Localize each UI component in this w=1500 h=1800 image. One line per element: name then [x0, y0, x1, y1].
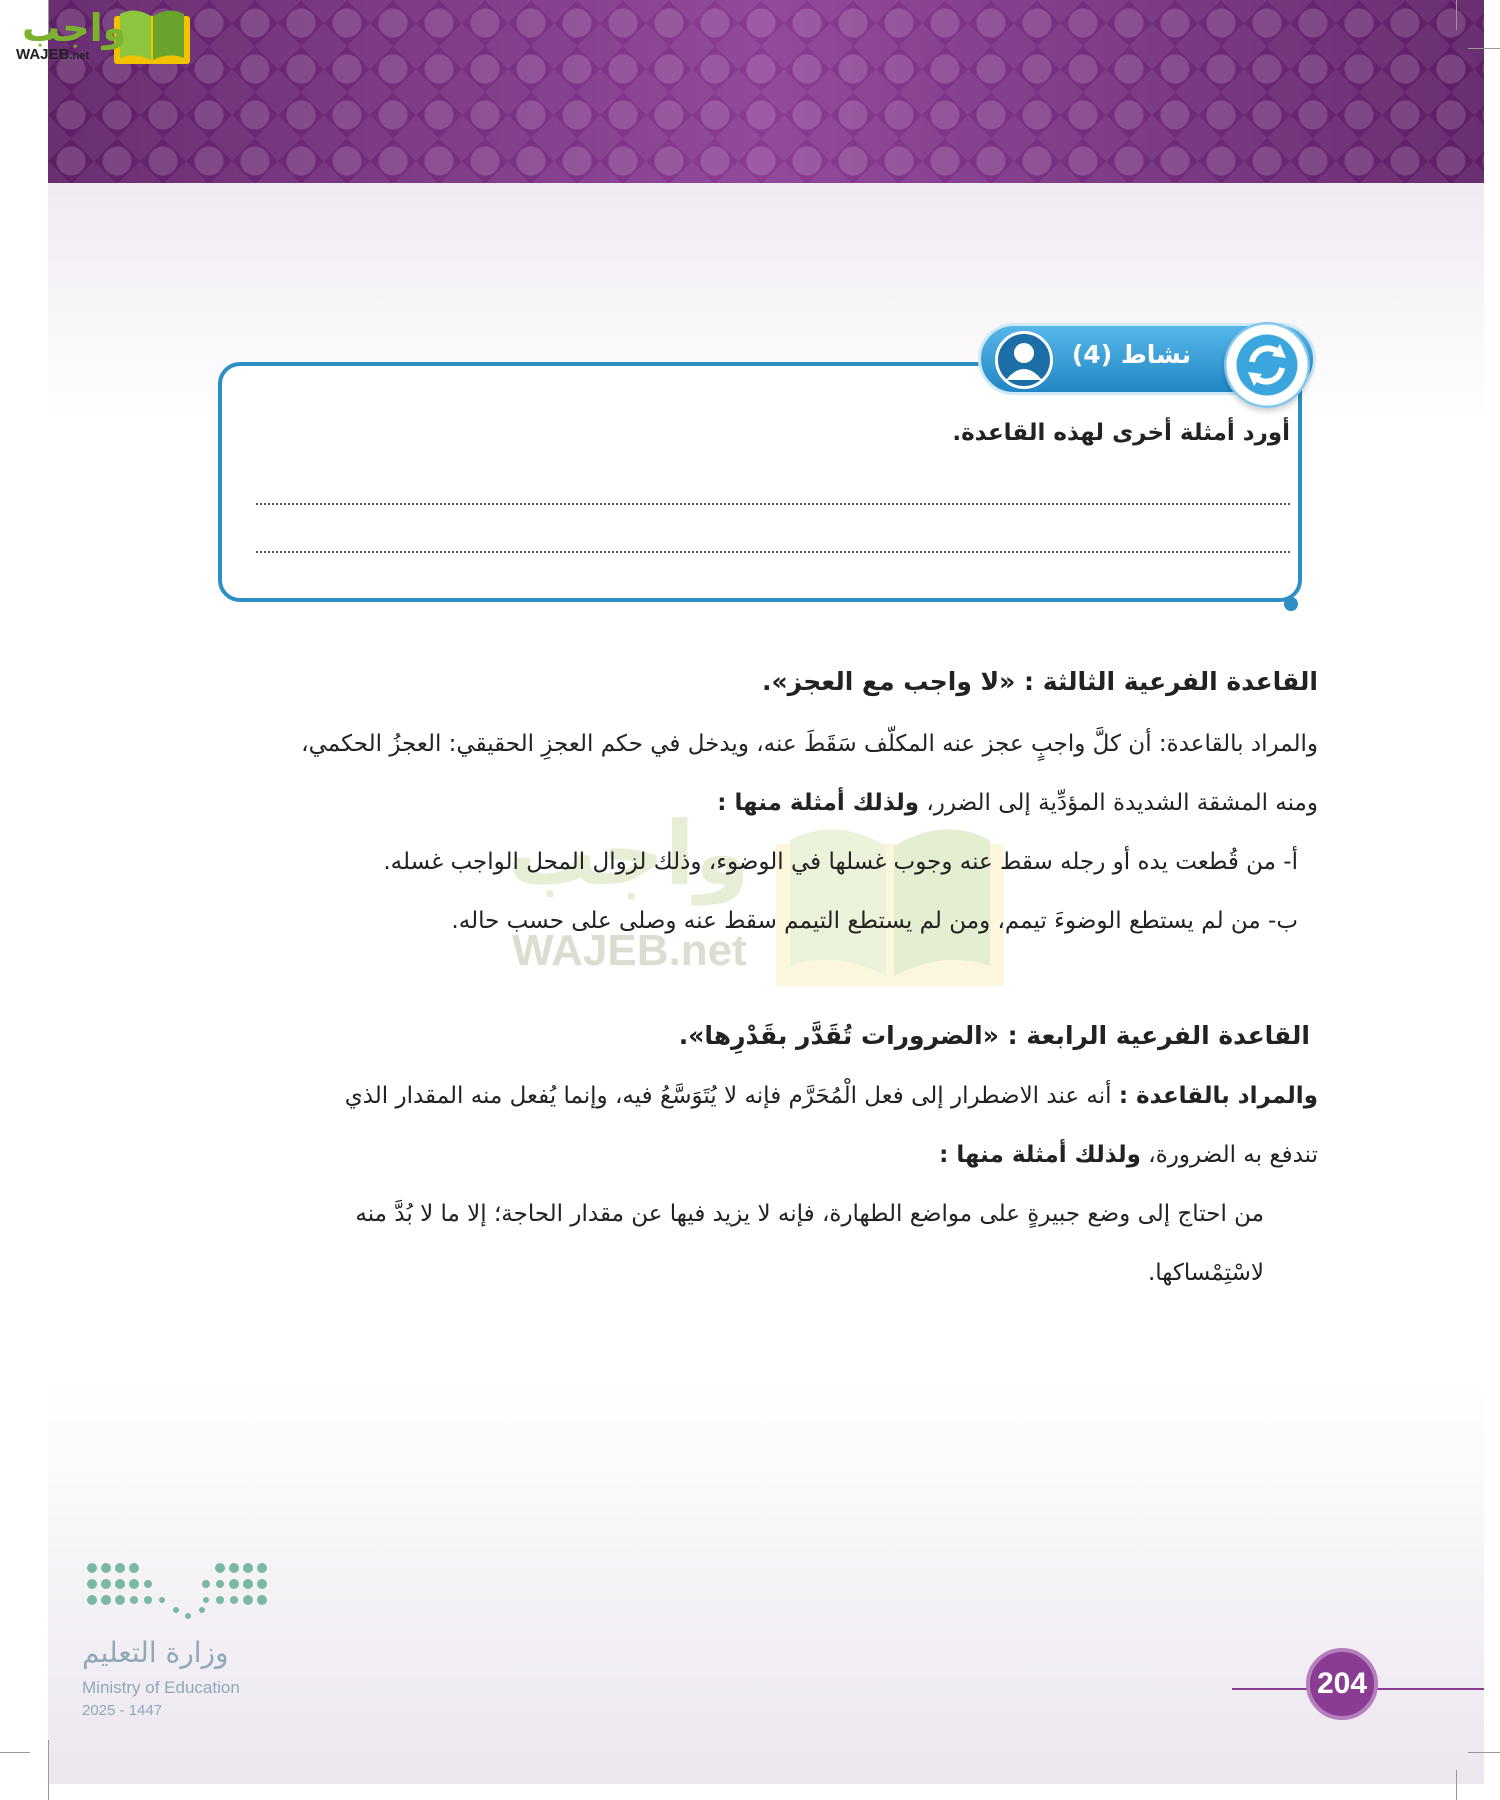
answer-line[interactable]: [256, 503, 1290, 505]
page-background: [48, 0, 1484, 1784]
rule4-def-line2-text: تندفع به الضرورة،: [1148, 1142, 1318, 1168]
rule3-heading: القاعدة الفرعية الثالثة : «لا واجب مع العجز».: [762, 667, 1318, 696]
rule3-example-b: ب- من لم يستطع الوضوءَ تيمم، ومن لم يستطع التيمم سقط عنه وصلى على حسب حاله.: [451, 908, 1298, 934]
ministry-name-en: Ministry of Education: [82, 1678, 240, 1697]
ministry-dots-logo: [84, 1560, 270, 1624]
site-logo-domain-name: WAJEB: [16, 46, 70, 63]
rule4-def-label: والمراد بالقاعدة :: [1118, 1083, 1318, 1109]
crop-mark: [0, 1752, 30, 1753]
crop-mark: [1468, 1752, 1500, 1753]
site-logo-tld: .net: [69, 50, 89, 62]
rule3-line2: [717, 786, 1318, 820]
watermark-ar: واجب: [508, 802, 750, 905]
ministry-year: 2025 - 1447: [82, 1702, 163, 1719]
crop-mark: [48, 1740, 49, 1800]
ministry-name-ar: وزارة التعليم: [82, 1636, 229, 1669]
rule4-def-text: أنه عند الاضطرار إلى فعل الْمُحَرَّم فإنه لا يُتَوَسَّعُ فيه، وإنما يُفعل منه المقدار الذي: [344, 1083, 1112, 1109]
ministry-logo: [82, 1560, 282, 1730]
crop-mark: [1456, 0, 1457, 30]
page-number-line: [1232, 1688, 1308, 1690]
header-banner: [48, 0, 1484, 183]
crop-mark: [1456, 1770, 1457, 1800]
rule4-example1-cont: لاسْتِمْساكها.: [1147, 1260, 1264, 1286]
rule4-definition-line2: [939, 1138, 1318, 1172]
rule3-line2-bold: ولذلك أمثلة منها :: [717, 790, 920, 816]
answer-line[interactable]: [256, 551, 1290, 553]
watermark-en: WAJEB.net: [512, 926, 747, 975]
rule4-example1: من احتاج إلى وضع جبيرةٍ على مواضع الطهارة، فإنه لا يزيد فيها عن مقدار الحاجة؛ إلا ما لا بُدَّ منه: [355, 1201, 1264, 1227]
rule4-heading: القاعدة الفرعية الرابعة : «الضرورات تُقَدَّر بقَدْرِها».: [678, 1021, 1310, 1050]
site-logo-domain: [16, 46, 89, 63]
rule3-line2-text: ومنه المشقة الشديدة المؤدِّية إلى الضرر،: [926, 790, 1318, 816]
user-icon: [995, 331, 1053, 389]
rule3-example-a: أ- من قُطعت يده أو رجله سقط عنه وجوب غسلها في الوضوء، وذلك لزوال المحل الواجب غسله.: [383, 849, 1298, 875]
activity-box-end-dot: [1284, 597, 1298, 611]
activity-prompt: أورد أمثلة أخرى لهذه القاعدة.: [952, 420, 1290, 446]
rule4-definition: [345, 1079, 1318, 1113]
site-logo-word: واجب: [22, 6, 127, 50]
rule3-line1: والمراد بالقاعدة: أن كلَّ واجبٍ عجز عنه المكلّف سَقَطَ عنه، ويدخل في حكم العجزِ الحقيقي: العجزُ الحكمي،: [301, 731, 1318, 757]
page-number-line: [1376, 1688, 1484, 1690]
activity-box: [218, 362, 1302, 602]
page-number: 204: [1306, 1648, 1378, 1720]
rule4-def-line2-bold: ولذلك أمثلة منها :: [939, 1142, 1141, 1168]
site-logo[interactable]: [8, 4, 190, 66]
crop-mark: [1468, 48, 1500, 49]
refresh-cycle-icon: [1224, 322, 1310, 408]
activity-title: نشاط (4): [1071, 340, 1191, 369]
